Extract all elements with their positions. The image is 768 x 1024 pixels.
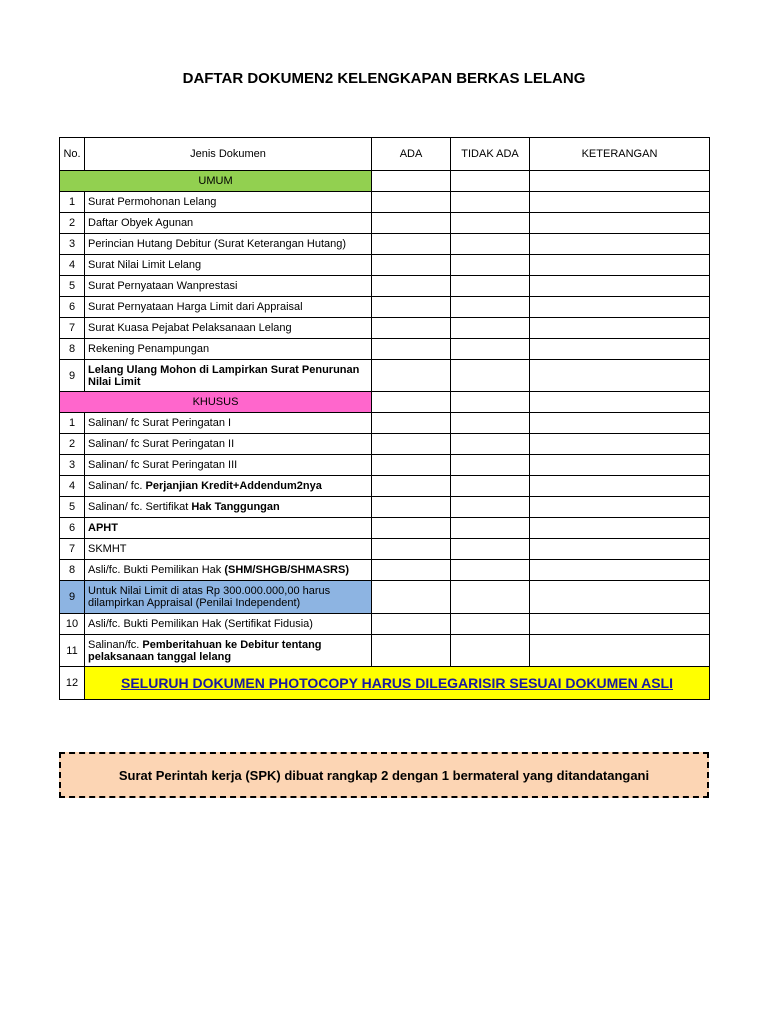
cell-keterangan[interactable]: [530, 413, 710, 434]
row-jenis: Untuk Nilai Limit di atas Rp 300.000.000,00 harus dilampirkan Appraisal (Penilai Independent): [85, 581, 372, 614]
cell-keterangan[interactable]: [530, 276, 710, 297]
cell-tidak-ada[interactable]: [451, 339, 530, 360]
row-no: 7: [60, 318, 85, 339]
cell-keterangan[interactable]: [530, 318, 710, 339]
cell-tidak-ada[interactable]: [451, 455, 530, 476]
table-row: [60, 276, 710, 297]
page-title: DAFTAR DOKUMEN2 KELENGKAPAN BERKAS LELANG: [182, 70, 586, 87]
cell-keterangan[interactable]: [530, 339, 710, 360]
cell-ada[interactable]: [372, 360, 451, 392]
cell-ada[interactable]: [372, 413, 451, 434]
cell-tidak-ada[interactable]: [451, 434, 530, 455]
section-khusus-label: KHUSUS: [60, 392, 372, 413]
row-jenis: Surat Nilai Limit Lelang: [85, 255, 372, 276]
cell-ada[interactable]: [372, 539, 451, 560]
row-no: 5: [60, 497, 85, 518]
cell-ada[interactable]: [372, 581, 451, 614]
row-jenis-prefix: Salinan/ fc. Sertifikat: [88, 501, 192, 513]
row-no: 4: [60, 255, 85, 276]
cell-tidak-ada[interactable]: [451, 581, 530, 614]
cell-keterangan[interactable]: [530, 476, 710, 497]
cell-ada[interactable]: [372, 497, 451, 518]
table-row: [60, 360, 710, 392]
cell-keterangan[interactable]: [530, 255, 710, 276]
row-no: 8: [60, 560, 85, 581]
cell-keterangan[interactable]: [530, 614, 710, 635]
cell-keterangan[interactable]: [530, 297, 710, 318]
cell-tidak-ada[interactable]: [451, 192, 530, 213]
row-jenis-prefix: Salinan/ fc.: [88, 480, 146, 492]
cell-tidak-ada[interactable]: [451, 213, 530, 234]
row-jenis-bold: Perjanjian Kredit+Addendum2nya: [145, 480, 322, 492]
row-no: 9: [60, 360, 85, 392]
row-jenis: Perincian Hutang Debitur (Surat Keterangan Hutang): [85, 234, 372, 255]
table-row: [60, 560, 710, 581]
cell-tidak-ada[interactable]: [451, 171, 530, 192]
cell-ada[interactable]: [372, 276, 451, 297]
section-umum-label: UMUM: [60, 171, 372, 192]
row-no: 4: [60, 476, 85, 497]
cell-tidak-ada[interactable]: [451, 635, 530, 667]
cell-tidak-ada[interactable]: [451, 297, 530, 318]
cell-tidak-ada[interactable]: [451, 255, 530, 276]
row-jenis: Asli/fc. Bukti Pemilikan Hak (Sertifikat Fidusia): [85, 614, 372, 635]
row-jenis: [85, 560, 372, 581]
row-no: 1: [60, 192, 85, 213]
row-jenis-bold: (SHM/SHGB/SHMASRS): [224, 564, 349, 576]
row-jenis: Lelang Ulang Mohon di Lampirkan Surat Penurunan Nilai Limit: [85, 360, 372, 392]
header-tidak-ada: TIDAK ADA: [451, 138, 530, 171]
row-no: 2: [60, 434, 85, 455]
cell-tidak-ada[interactable]: [451, 413, 530, 434]
table-row: [60, 434, 710, 455]
row-jenis: [85, 497, 372, 518]
header-ada: ADA: [372, 138, 451, 171]
notice-row: [60, 667, 710, 700]
cell-tidak-ada[interactable]: [451, 318, 530, 339]
table-row: [60, 192, 710, 213]
cell-ada[interactable]: [372, 635, 451, 667]
cell-ada[interactable]: [372, 392, 451, 413]
row-no: 12: [60, 667, 85, 700]
header-no: No.: [60, 138, 85, 171]
row-jenis: SKMHT: [85, 539, 372, 560]
table-row: [60, 476, 710, 497]
table-row: [60, 581, 710, 614]
table-row: [60, 497, 710, 518]
cell-ada[interactable]: [372, 339, 451, 360]
row-jenis: Daftar Obyek Agunan: [85, 213, 372, 234]
row-jenis: Salinan/ fc Surat Peringatan II: [85, 434, 372, 455]
section-row-khusus: [60, 392, 710, 413]
spk-note-text: Surat Perintah kerja (SPK) dibuat rangkap 2 dengan 1 bermateral yang ditandatangani: [118, 767, 650, 783]
row-no: 6: [60, 297, 85, 318]
cell-keterangan[interactable]: [530, 635, 710, 667]
cell-tidak-ada[interactable]: [451, 392, 530, 413]
row-no: 6: [60, 518, 85, 539]
row-jenis-bold: Hak Tanggungan: [191, 501, 280, 513]
document-checklist-table: [59, 137, 710, 700]
table-row: [60, 339, 710, 360]
row-jenis: Surat Permohonan Lelang: [85, 192, 372, 213]
cell-keterangan[interactable]: [530, 434, 710, 455]
row-no: 3: [60, 234, 85, 255]
cell-tidak-ada[interactable]: [451, 497, 530, 518]
row-no: 11: [60, 635, 85, 667]
cell-ada[interactable]: [372, 434, 451, 455]
row-no: 9: [60, 581, 85, 614]
cell-keterangan[interactable]: [530, 171, 710, 192]
row-jenis: Surat Kuasa Pejabat Pelaksanaan Lelang: [85, 318, 372, 339]
cell-keterangan[interactable]: [530, 392, 710, 413]
cell-ada[interactable]: [372, 171, 451, 192]
cell-keterangan[interactable]: [530, 539, 710, 560]
cell-ada[interactable]: [372, 518, 451, 539]
header-keterangan: KETERANGAN: [530, 138, 710, 171]
table-row: [60, 413, 710, 434]
table-row: [60, 518, 710, 539]
cell-keterangan[interactable]: [530, 560, 710, 581]
cell-ada[interactable]: [372, 455, 451, 476]
row-no: 2: [60, 213, 85, 234]
cell-keterangan[interactable]: [530, 192, 710, 213]
row-no: 3: [60, 455, 85, 476]
cell-ada[interactable]: [372, 318, 451, 339]
section-row-umum: [60, 171, 710, 192]
row-jenis-bold: Pemberitahuan ke Debitur tentang pelaksanaan tanggal lelang: [88, 638, 322, 663]
row-jenis-prefix: Asli/fc. Bukti Pemilikan Hak: [88, 564, 225, 576]
cell-ada[interactable]: [372, 614, 451, 635]
cell-ada[interactable]: [372, 192, 451, 213]
row-jenis: Surat Pernyataan Harga Limit dari Appraisal: [85, 297, 372, 318]
row-jenis-prefix: Salinan/fc.: [88, 638, 143, 651]
cell-tidak-ada[interactable]: [451, 276, 530, 297]
row-no: 5: [60, 276, 85, 297]
table-row: [60, 297, 710, 318]
cell-tidak-ada[interactable]: [451, 518, 530, 539]
cell-tidak-ada[interactable]: [451, 360, 530, 392]
cell-keterangan[interactable]: [530, 518, 710, 539]
cell-tidak-ada[interactable]: [451, 539, 530, 560]
spk-note-box: [59, 752, 709, 798]
cell-tidak-ada[interactable]: [451, 614, 530, 635]
table-row: [60, 455, 710, 476]
cell-keterangan[interactable]: [530, 360, 710, 392]
cell-keterangan[interactable]: [530, 455, 710, 476]
cell-tidak-ada[interactable]: [451, 234, 530, 255]
cell-ada[interactable]: [372, 213, 451, 234]
row-no: 7: [60, 539, 85, 560]
table-row: [60, 255, 710, 276]
cell-ada[interactable]: [372, 476, 451, 497]
row-no: 1: [60, 413, 85, 434]
cell-ada[interactable]: [372, 560, 451, 581]
cell-ada[interactable]: [372, 234, 451, 255]
table-row: [60, 614, 710, 635]
cell-keterangan[interactable]: [530, 497, 710, 518]
table-row: [60, 635, 710, 667]
row-jenis: [85, 476, 372, 497]
row-jenis: [85, 635, 372, 667]
table-row: [60, 318, 710, 339]
cell-ada[interactable]: [372, 255, 451, 276]
header-row: [60, 138, 710, 171]
row-no: 10: [60, 614, 85, 635]
cell-keterangan[interactable]: [530, 234, 710, 255]
row-jenis-bold: APHT: [88, 522, 118, 534]
photocopy-notice: SELURUH DOKUMEN PHOTOCOPY HARUS DILEGARISIR SESUAI DOKUMEN ASLI: [85, 667, 710, 700]
row-jenis: Surat Pernyataan Wanprestasi: [85, 276, 372, 297]
cell-keterangan[interactable]: [530, 213, 710, 234]
table-row: [60, 539, 710, 560]
row-jenis: Salinan/ fc Surat Peringatan III: [85, 455, 372, 476]
cell-keterangan[interactable]: [530, 581, 710, 614]
cell-ada[interactable]: [372, 297, 451, 318]
cell-tidak-ada[interactable]: [451, 476, 530, 497]
row-jenis: Rekening Penampungan: [85, 339, 372, 360]
header-jenis-dokumen: Jenis Dokumen: [85, 138, 372, 171]
table-row: [60, 234, 710, 255]
row-jenis: [85, 518, 372, 539]
cell-tidak-ada[interactable]: [451, 560, 530, 581]
row-no: 8: [60, 339, 85, 360]
row-jenis: Salinan/ fc Surat Peringatan I: [85, 413, 372, 434]
table-row: [60, 213, 710, 234]
